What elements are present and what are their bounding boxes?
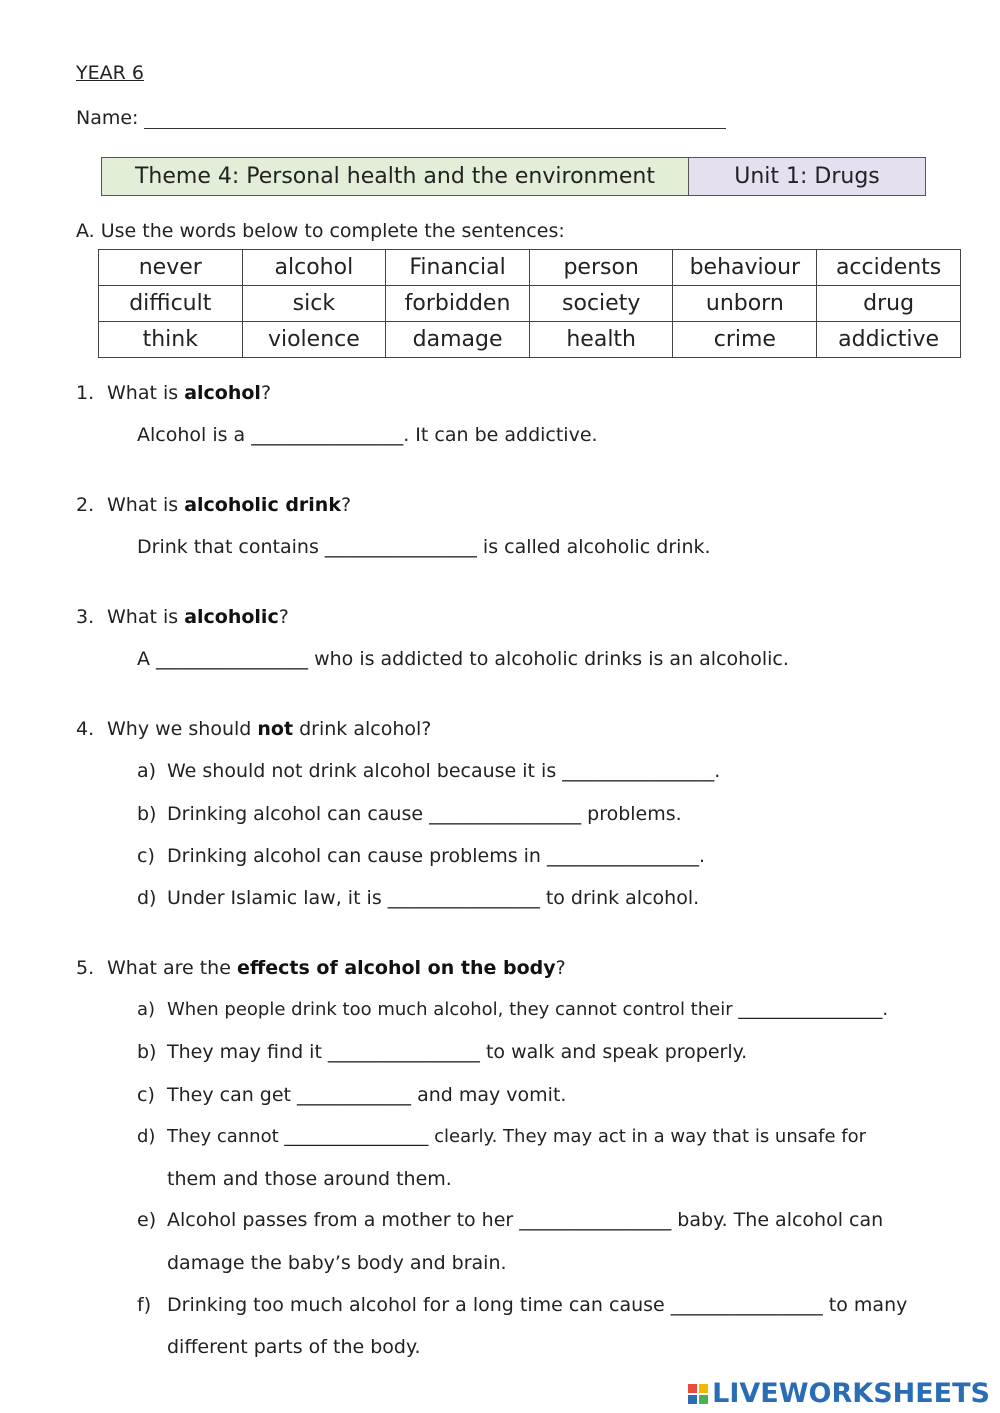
answer-sentence[interactable]: Alcohol is a ________________. It can be addictive. xyxy=(137,424,598,446)
word-bank-table xyxy=(98,249,961,358)
question-text: ? xyxy=(555,957,566,979)
sub-question[interactable] xyxy=(137,1294,967,1316)
word-cell: society xyxy=(529,286,673,322)
sub-question-letter: f) xyxy=(137,1294,152,1316)
word-bank-row xyxy=(99,322,961,358)
question-number: 5. xyxy=(76,957,95,979)
sub-question-letter: b) xyxy=(137,803,157,825)
answer-sentence[interactable]: A ________________ who is addicted to alcoholic drinks is an alcoholic. xyxy=(137,648,789,670)
sub-question-letter: d) xyxy=(137,1126,156,1147)
word-cell: never xyxy=(99,250,243,286)
year-label: YEAR 6 xyxy=(76,62,144,84)
sub-question-text[interactable]: Under Islamic law, it is ________________ to drink alcohol. xyxy=(167,887,700,909)
sub-question[interactable] xyxy=(137,1126,967,1147)
sub-question-text[interactable]: They can get ____________ and may vomit. xyxy=(167,1084,567,1106)
question-text: What are the xyxy=(107,957,237,979)
word-cell: violence xyxy=(242,322,386,358)
sub-question-letter: c) xyxy=(137,1084,155,1106)
question-text: What is xyxy=(107,494,185,516)
question-number: 3. xyxy=(76,606,95,628)
question-5 xyxy=(76,957,566,979)
question-keyword: alcohol xyxy=(184,382,261,404)
sub-question[interactable] xyxy=(137,1209,967,1231)
sub-question-letter: a) xyxy=(137,999,156,1020)
question-number: 2. xyxy=(76,494,95,516)
sub-question-text[interactable]: We should not drink alcohol because it is ________________. xyxy=(167,760,721,782)
question-text: What is xyxy=(107,606,185,628)
word-cell: addictive xyxy=(817,322,961,358)
liveworksheets-logo xyxy=(688,1378,990,1409)
question-number: 4. xyxy=(76,718,95,740)
word-cell: sick xyxy=(242,286,386,322)
question-1 xyxy=(76,382,271,404)
sub-question[interactable] xyxy=(137,1084,967,1106)
sub-question[interactable] xyxy=(137,999,967,1020)
sub-question-letter: d) xyxy=(137,887,157,909)
question-text: Why we should xyxy=(107,718,258,740)
word-cell: alcohol xyxy=(242,250,386,286)
sub-question-text[interactable]: Drinking too much alcohol for a long time can cause ________________ to many xyxy=(167,1294,908,1316)
sub-question[interactable] xyxy=(137,887,967,909)
sub-question[interactable] xyxy=(137,845,967,867)
question-text: ? xyxy=(260,382,272,404)
word-cell: Financial xyxy=(386,250,530,286)
question-keyword: effects of alcohol on the body xyxy=(236,957,556,979)
sub-question-text[interactable]: They cannot ________________ clearly. They may act in a way that is unsafe for xyxy=(167,1126,867,1147)
question-text: ? xyxy=(278,606,289,628)
question-text: drink alcohol? xyxy=(293,718,432,740)
sub-question-letter: b) xyxy=(137,1041,157,1063)
sub-question-continuation: them and those around them. xyxy=(167,1168,452,1190)
word-cell: unborn xyxy=(673,286,817,322)
name-input-line[interactable] xyxy=(144,110,726,129)
word-cell: difficult xyxy=(99,286,243,322)
word-cell: think xyxy=(99,322,243,358)
sub-question[interactable] xyxy=(137,803,967,825)
word-cell: damage xyxy=(386,322,530,358)
sub-question-text[interactable]: When people drink too much alcohol, they cannot control their ________________. xyxy=(167,999,889,1020)
sub-question[interactable] xyxy=(137,1041,967,1063)
word-cell: drug xyxy=(817,286,961,322)
name-row xyxy=(76,107,726,129)
question-text: ? xyxy=(340,494,352,516)
word-bank-row xyxy=(99,286,961,322)
sub-question-continuation: damage the baby’s body and brain. xyxy=(167,1252,507,1274)
theme-title: Theme 4: Personal health and the environment xyxy=(102,158,689,195)
question-number: 1. xyxy=(76,382,95,404)
word-cell: behaviour xyxy=(673,250,817,286)
question-3 xyxy=(76,606,289,628)
word-bank-row xyxy=(99,250,961,286)
question-text: What is xyxy=(107,382,185,404)
sub-question-text[interactable]: Drinking alcohol can cause ________________ problems. xyxy=(167,803,682,825)
liveworksheets-logo-text: LIVEWORKSHEETS xyxy=(712,1378,990,1409)
sub-question[interactable] xyxy=(137,760,967,782)
word-cell: forbidden xyxy=(386,286,530,322)
word-bank-instruction: A. Use the words below to complete the sentences: xyxy=(76,220,565,242)
sub-question-continuation: different parts of the body. xyxy=(167,1336,421,1358)
title-box xyxy=(101,157,926,196)
liveworksheets-logo-icon xyxy=(688,1384,708,1404)
question-keyword: not xyxy=(257,718,294,740)
sub-question-letter: c) xyxy=(137,845,155,867)
question-keyword: alcoholic xyxy=(184,606,279,628)
sub-question-letter: e) xyxy=(137,1209,157,1231)
word-cell: accidents xyxy=(817,250,961,286)
question-2 xyxy=(76,494,351,516)
answer-sentence[interactable]: Drink that contains ________________ is called alcoholic drink. xyxy=(137,536,711,558)
sub-question-text[interactable]: They may find it ________________ to walk and speak properly. xyxy=(167,1041,748,1063)
name-label: Name: xyxy=(76,107,139,129)
sub-question-text[interactable]: Drinking alcohol can cause problems in ________________. xyxy=(167,845,706,867)
question-4 xyxy=(76,718,431,740)
unit-title: Unit 1: Drugs xyxy=(689,158,925,195)
sub-question-text[interactable]: Alcohol passes from a mother to her ________________ baby. The alcohol can xyxy=(167,1209,884,1231)
word-cell: person xyxy=(529,250,673,286)
question-keyword: alcoholic drink xyxy=(184,494,341,516)
word-cell: health xyxy=(529,322,673,358)
word-cell: crime xyxy=(673,322,817,358)
sub-question-letter: a) xyxy=(137,760,157,782)
